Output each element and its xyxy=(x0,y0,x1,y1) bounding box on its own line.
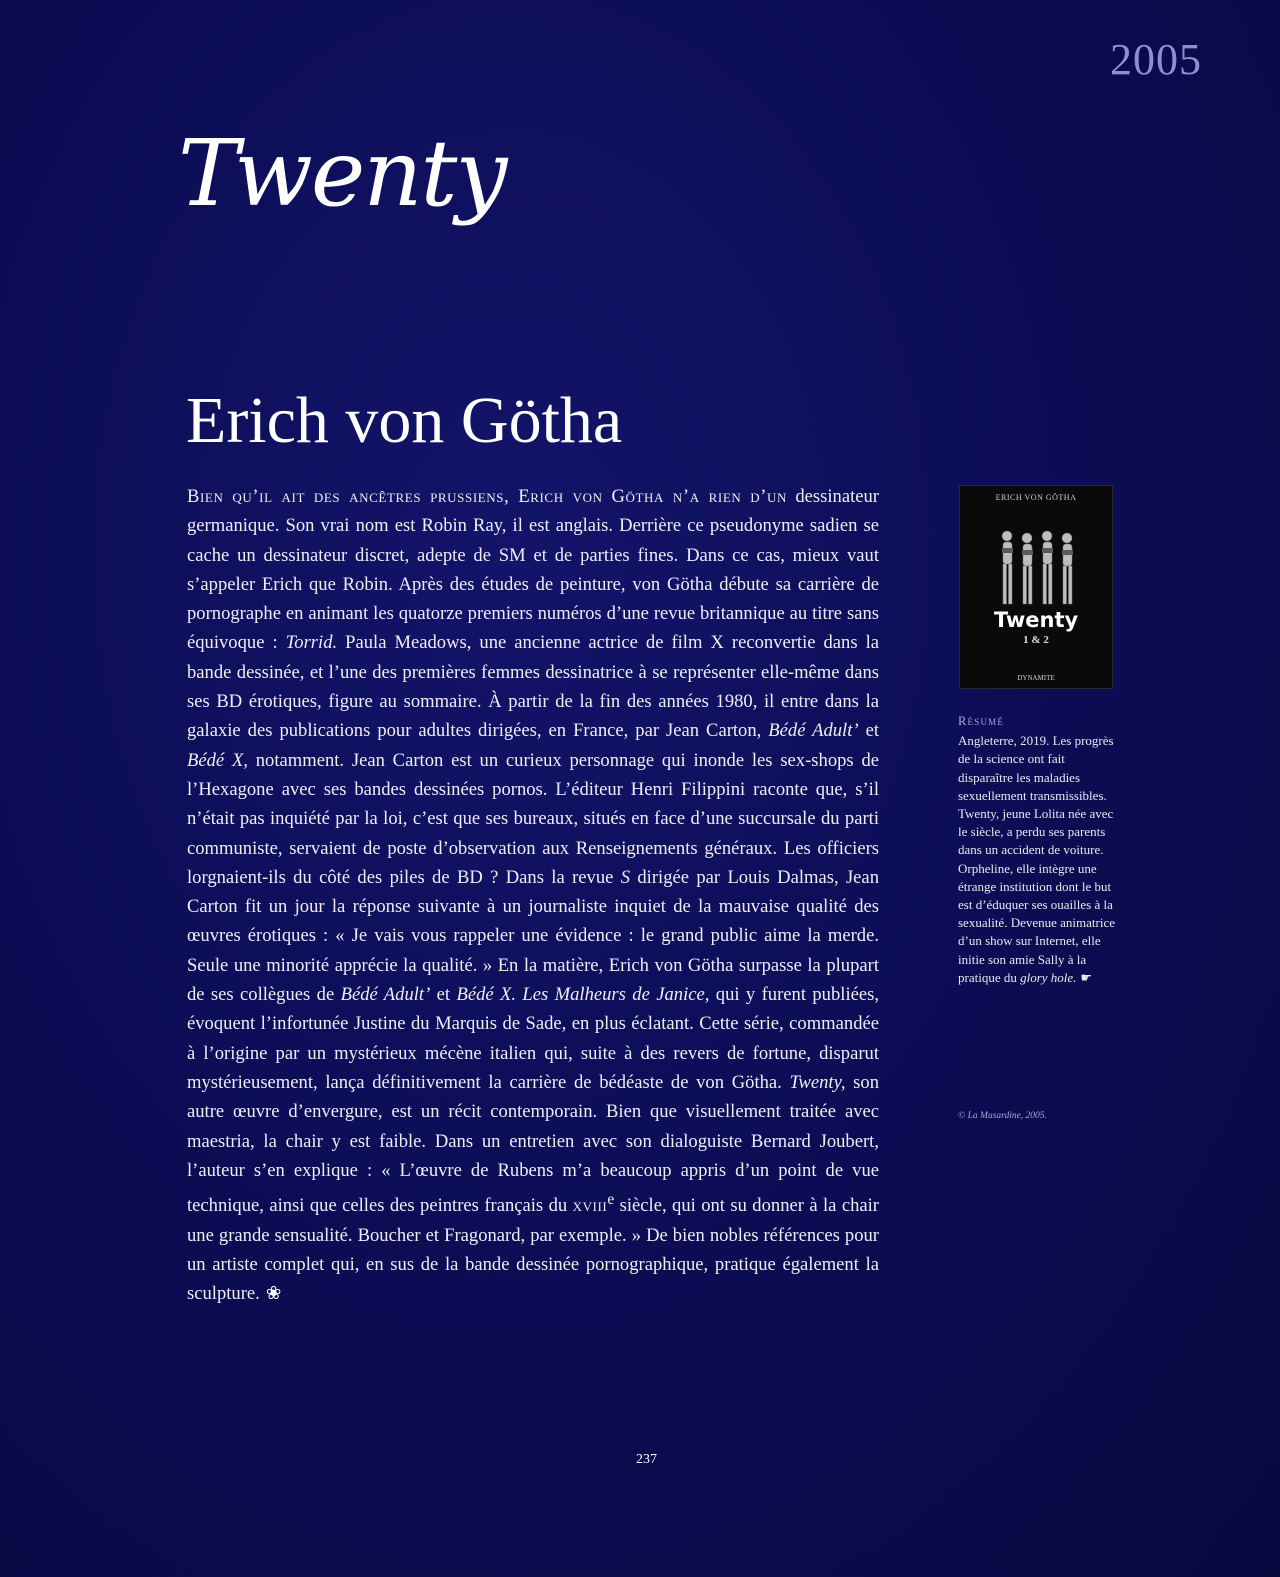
work-title: Bédé X. Les Malheurs de Janice, xyxy=(456,984,710,1006)
body-text: et xyxy=(430,984,457,1006)
cover-figures-illustration xyxy=(992,526,1082,608)
page-number: 237 xyxy=(636,1452,657,1467)
body-text: qui y furent publiées, évoquent l’infortunée Justine du Marquis de Sade, en plus éclatant. Cette série, commandée à l’origine par un mystérieux mécène italien qui, suite à des revers de fortune, disparut mystérieusement, lança définitivement la carrière de bédéaste de von Götha. xyxy=(187,984,879,1093)
lead-in: Bien qu’il ait des ancêtres prussiens, Erich von Götha n’a rien d’un xyxy=(187,486,788,507)
body-text: siècle, qui ont su donner à la chair une grande sensualité. Boucher et Fragonard, par exemple. » De bien nobles références pour un artiste complet qui, en sus de la bande dessinée pornographique, pratique également la sculpture. xyxy=(187,1195,879,1305)
body-text: son autre œuvre d’envergure, est un récit contemporain. Bien que visuellement traitée avec maestria, la chair y est faible. Dans un entretien avec son dialoguiste Bernard Joubert, l’auteur s’en explique : « L’œuvre de Rubens m’a beaucoup appris d’un point de vue technique, ainsi que celles des peintres français du xyxy=(187,1071,879,1217)
body-text: Paula Meadows, une ancienne actrice de film X reconvertie dans la bande dessinée, et l’une des premières femmes dessinatrice à se représenter elle-même dans ses BD érotiques, figure au sommaire. À partir de la fin des années 1980, il entre dans la galaxie des publications pour adultes dirigées, en France, par Jean Carton, xyxy=(187,632,880,742)
image-credit: © La Musardine, 2005. xyxy=(958,1111,1047,1121)
work-title: Torrid. xyxy=(285,632,338,654)
cover-subtitle: 1 & 2 xyxy=(1023,634,1049,646)
summary-italic: glory hole. xyxy=(1020,969,1077,985)
cover-publisher: DYNAMITE xyxy=(1017,674,1055,682)
summary-heading: Résumé xyxy=(958,714,1005,728)
page-title: Twenty xyxy=(178,120,506,227)
century-superscript: e xyxy=(607,1191,615,1209)
pointing-hand-icon: ☛ xyxy=(1080,969,1093,985)
work-title: Bédé Adult’ xyxy=(340,984,431,1006)
body-text: notamment. Jean Carton est un curieux personnage qui inonde les sex-shops de l’Hexagone avec ses bandes dessinées pornos. L’éditeur Henri Filippini raconte que, s’il n’était pas inquiété par la loi, c’est que ses bureaux, situés en face d’une succursale du parti communiste, servaient de poste d’observation aux Renseignements généraux. Les officiers lorgnaient-ils du côté des piles de BD ? Dans la revue xyxy=(187,749,879,888)
summary-sidebar xyxy=(958,712,1118,987)
body-text: dessinateur germanique. Son vrai nom est Robin Ray, il est anglais. Derrière ce pseudonyme sadien se cache un dessinateur discret, adepte de SM et de parties fines. Dans ce cas, mieux vaut s’appeler Erich que Robin. Après des études de peinture, von Götha débute sa carrière de pornographe en animant les quatorze premiers numéros d’une revue britannique au titre sans équivoque : xyxy=(187,486,879,654)
author-heading: Erich von Götha xyxy=(186,384,623,457)
work-title: S xyxy=(620,866,631,888)
summary-body: Angleterre, 2019. Les progrès de la science ont fait disparaître les maladies sexuellement transmissibles. Twenty, jeune Lolita née avec le siècle, a perdu ses parents dans un accident de voiture. Orpheline, elle intègre une étrange institution dont le but est d’éduquer ses ouailles à la sexualité. Devenue animatrice d’un show sur Internet, elle initie son amie Sally à la pratique du xyxy=(958,733,1116,985)
body-text: et xyxy=(858,720,879,742)
book-cover-image xyxy=(959,485,1113,689)
cover-author: ERICH VON GÖTHA xyxy=(995,493,1077,502)
body-text: dirigée par Louis Dalmas, Jean Carton fit un jour la réponse suivante à un journaliste inquiet de la mauvaise qualité des œuvres érotiques : « Je vais vous rappeler une évidence : le grand public aime la merde. Seule une minorité apprécie la qualité. » En la matière, Erich von Götha surpasse la plupart de ses collègues de xyxy=(187,866,879,1006)
article-body xyxy=(187,482,879,1309)
summary-text xyxy=(958,732,1118,987)
work-title: Twenty, xyxy=(789,1071,846,1093)
century-numeral: xviii xyxy=(572,1195,608,1217)
flower-ornament-icon: ❀ xyxy=(265,1283,282,1305)
cover-title: Twenty xyxy=(993,608,1079,632)
work-title: Bédé Adult’ xyxy=(768,720,859,742)
year-label: 2005 xyxy=(1110,35,1202,84)
work-title: Bédé X, xyxy=(187,749,248,771)
